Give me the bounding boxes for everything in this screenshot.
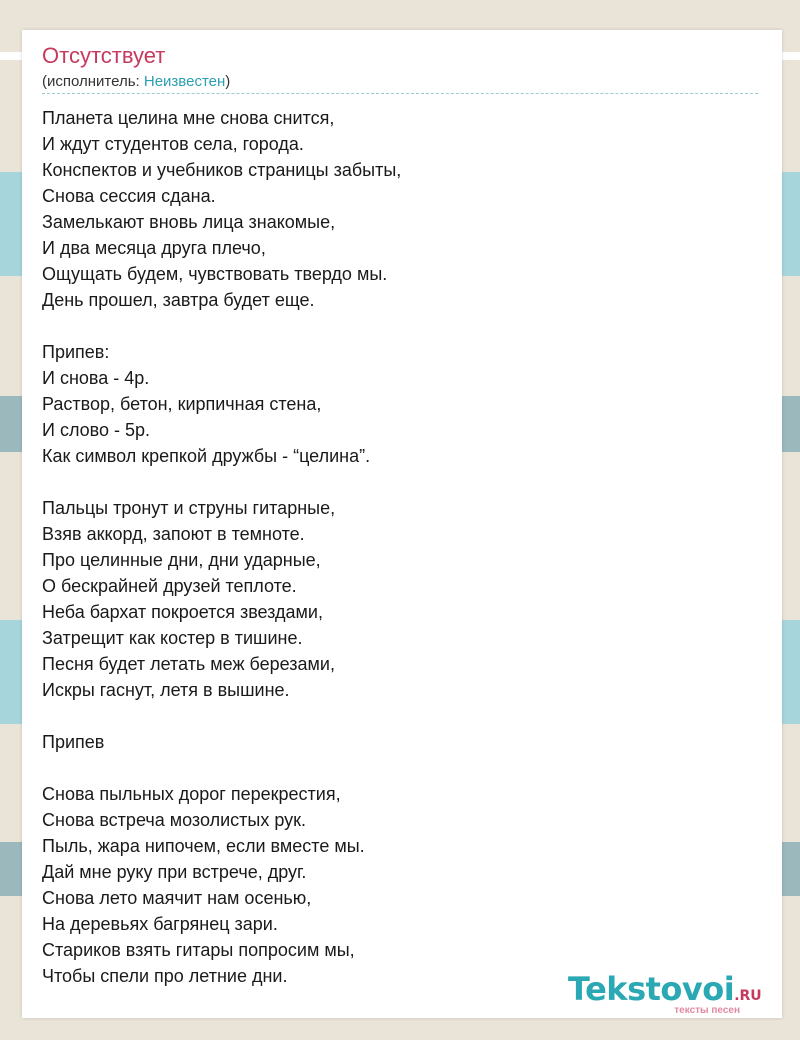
lyric-line: О бескрайней друзей теплоте. [42, 576, 297, 596]
lyric-line: Стариков взять гитары попросим мы, [42, 940, 355, 960]
lyric-line: Снова встреча мозолистых рук. [42, 810, 307, 830]
lyric-line [42, 755, 401, 781]
lyric-line: Затрещит как костер в тишине. [42, 628, 303, 648]
lyric-line: Ощущать будем, чувствовать твердо мы. [42, 264, 388, 284]
lyric-line: Пыль, жара нипочем, если вместе мы. [42, 836, 365, 856]
lyric-line: И два месяца друга плечо, [42, 238, 266, 258]
logo-wordmark: Tekstovoi [568, 970, 735, 1008]
lyric-line: Про целинные дни, дни ударные, [42, 550, 321, 570]
site-logo[interactable] [568, 972, 778, 1018]
lyric-line: На деревьях багрянец зари. [42, 914, 278, 934]
lyric-line [42, 469, 401, 495]
song-title: Отсутствует [42, 43, 166, 68]
lyric-line: Планета целина мне снова снится, [42, 108, 335, 128]
lyric-line: Дай мне руку при встрече, друг. [42, 862, 307, 882]
lyric-line: И слово - 5р. [42, 420, 151, 440]
lyric-line: Как символ крепкой дружбы - “целина”. [42, 446, 371, 466]
lyric-line: Искры гаснут, летя в вышине. [42, 680, 290, 700]
lyric-line: Взяв аккорд, запоют в темноте. [42, 524, 305, 544]
lyric-line: Раствор, бетон, кирпичная стена, [42, 394, 322, 414]
logo-domain: .RU [734, 988, 762, 1004]
artist-link[interactable]: Неизвестен [143, 73, 226, 90]
title-divider [42, 93, 758, 94]
lyric-line: Неба бархат покроется звездами, [42, 602, 323, 622]
artist-suffix: ) [225, 73, 231, 90]
lyric-line: Конспектов и учебников страницы забыты, [42, 160, 402, 180]
lyric-line: Снова лето маячит нам осенью, [42, 888, 312, 908]
lyrics-text [42, 105, 401, 989]
lyric-line: Песня будет летать меж березами, [42, 654, 335, 674]
lyric-line: Припев: [42, 342, 110, 362]
lyric-line: Снова пыльных дорог перекрестия, [42, 784, 341, 804]
lyric-line [42, 703, 401, 729]
lyric-line: И снова - 4р. [42, 368, 150, 388]
artist-prefix: (исполнитель: [42, 73, 144, 90]
lyrics-card [22, 30, 782, 1018]
lyric-line: Припев [42, 732, 105, 752]
lyric-line: День прошел, завтра будет еще. [42, 290, 315, 310]
lyric-line: Пальцы тронут и струны гитарные, [42, 498, 336, 518]
lyric-line: И ждут студентов села, города. [42, 134, 304, 154]
logo-tagline: тексты песен [674, 1005, 740, 1016]
lyric-line: Чтобы спели про летние дни. [42, 966, 288, 986]
lyric-line: Замелькают вновь лица знакомые, [42, 212, 336, 232]
lyric-line [42, 313, 401, 339]
artist-line [42, 72, 230, 92]
lyric-line: Снова сессия сдана. [42, 186, 216, 206]
